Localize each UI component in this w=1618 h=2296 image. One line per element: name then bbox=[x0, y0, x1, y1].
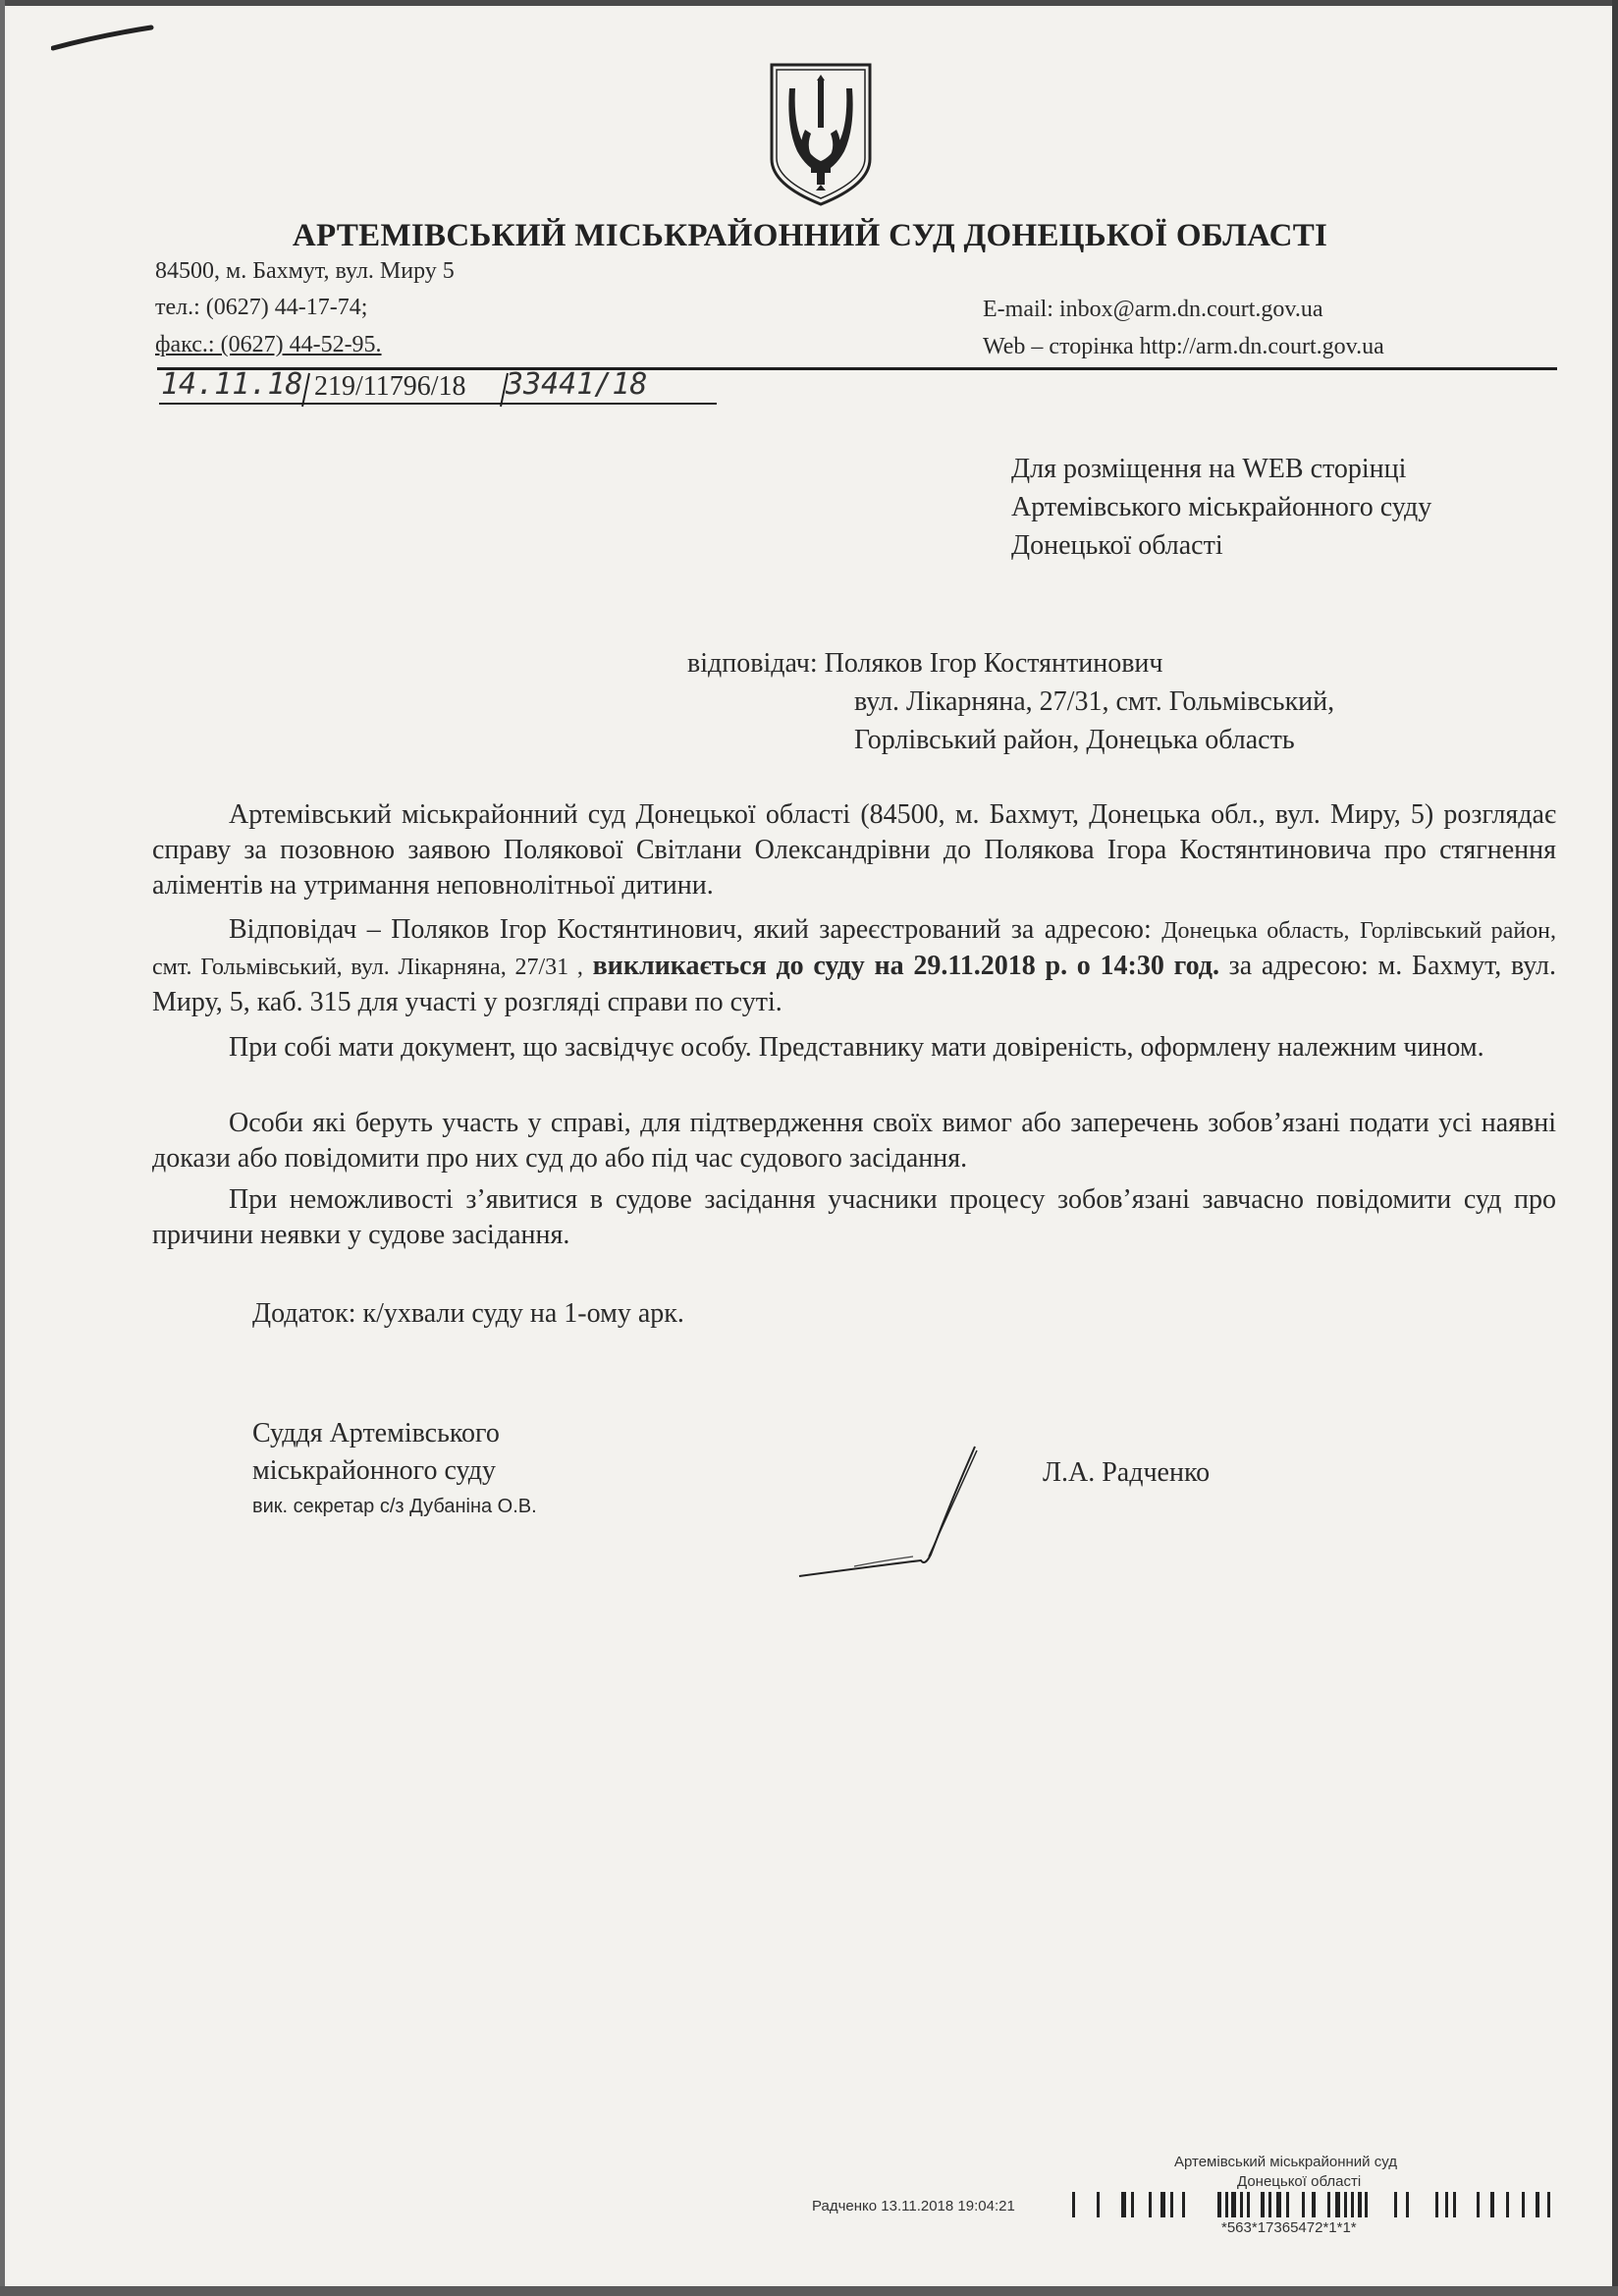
summons-time: 14:30 год. bbox=[1100, 951, 1219, 981]
case-number: 219/11796/18 bbox=[314, 371, 466, 402]
scan-edge-left bbox=[0, 0, 5, 2296]
addressee-address-line: вул. Лікарняна, 27/31, смт. Гольмівський, bbox=[854, 686, 1335, 717]
judge-name: Л.А. Радченко bbox=[1043, 1457, 1211, 1488]
addressee-label: відповідач: bbox=[687, 648, 818, 679]
secretary-note: вик. секретар с/з Дубаніна О.В. bbox=[252, 1496, 537, 1517]
registration-date: 14.11.18 bbox=[161, 367, 303, 402]
addressee-name: Поляков Ігор Костянтинович bbox=[824, 648, 1163, 679]
paragraph-documents: При собі мати документ, що засвідчує особу. Представнику мати довіреність, оформлену належним чином. bbox=[229, 1032, 1484, 1063]
court-title: АРТЕМІВСЬКИЙ МІСЬКРАЙОННИЙ СУД ДОНЕЦЬКОЇ ОБЛАСТІ bbox=[292, 218, 1328, 253]
summons-text: Донецька область, bbox=[1161, 918, 1350, 944]
addressee-address-line: Горлівський район, Донецька область bbox=[854, 725, 1295, 755]
signature-title: міськрайонного суду bbox=[252, 1455, 497, 1486]
attachment-note: Додаток: к/ухвали суду на 1-ому арк. bbox=[252, 1298, 684, 1329]
scan-edge-top bbox=[0, 0, 1618, 6]
coat-of-arms-icon bbox=[766, 61, 876, 208]
paragraph-evidence: Особи які беруть участь у справі, для підтвердження своїх вимог або заперечень зобов’язані подати усі наявні докази або повідомити про них суд до або під час судового засідання. bbox=[152, 1108, 1556, 1174]
summons-text: Горлівський район, смт. Гольмівський, вул. Лікарняна, 27/31 , bbox=[152, 918, 1557, 980]
placement-note bbox=[1011, 450, 1431, 565]
court-fax: факс.: (0627) 44-52-95. bbox=[155, 332, 382, 357]
scan-edge-right bbox=[1612, 0, 1618, 2296]
court-address: 84500, м. Бахмут, вул. Миру 5 bbox=[155, 258, 455, 284]
placement-note-line: Артемівського міськрайонного суду bbox=[1011, 492, 1432, 522]
footer-court-name: Артемівський міськрайонний суд bbox=[1174, 2154, 1397, 2170]
paragraph-case: Артемівський міськрайонний суд Донецької області (84500, м. Бахмут, Донецька обл., вул. Миру, 5) розглядає справу за позовною заявою Полякової Світлани Олександрівни до Полякова Ігора Костянтиновича про стягнення аліментів на утримання неповнолітньої дитини. bbox=[152, 799, 1556, 901]
footer-court-region: Донецької області bbox=[1237, 2173, 1362, 2190]
barcode-text: *563*17365472*1*1* bbox=[1221, 2219, 1357, 2236]
court-phone: тел.: (0627) 44-17-74; bbox=[155, 295, 368, 320]
placement-note-line: Донецької області bbox=[1011, 530, 1223, 561]
addressee-block bbox=[687, 644, 1163, 683]
signature-title: Суддя Артемівського bbox=[252, 1418, 500, 1449]
paragraph-absence: При неможливості з’явитися в судове засідання учасники процесу зобов’язані завчасно повідомити суд про причини неявки у судове засідання. bbox=[152, 1184, 1556, 1250]
outgoing-number: 33441/18 bbox=[506, 367, 648, 402]
pen-mark bbox=[51, 24, 154, 53]
court-email: E-mail: inbox@arm.dn.court.gov.ua bbox=[983, 297, 1323, 322]
barcode bbox=[1070, 2192, 1556, 2217]
paragraph-summons bbox=[152, 912, 1556, 1020]
placement-note-line: Для розміщення на WEB сторінці bbox=[1011, 454, 1407, 484]
footer-stamp: Радченко 13.11.2018 19:04:21 bbox=[812, 2198, 1015, 2214]
summons-text: Відповідач – Поляков Ігор Костянтинович, який зареєстрований за адресою: bbox=[229, 914, 1152, 945]
signature-block bbox=[252, 1415, 500, 1490]
addressee-address bbox=[854, 683, 1334, 759]
summons-date: викликається до суду на 29.11.2018 р. о bbox=[592, 951, 1091, 981]
summons-text: за адресою: м. Бахмут, вул. Миру, 5, каб. 315 для участі у розгляді справи по суті. bbox=[152, 951, 1557, 1017]
court-web: Web – сторінка http://arm.dn.court.gov.ua bbox=[983, 334, 1384, 359]
scan-edge-bottom bbox=[0, 2286, 1618, 2296]
registration-underline bbox=[157, 365, 727, 409]
registration-line bbox=[157, 365, 717, 405]
judge-signature bbox=[795, 1439, 992, 1586]
